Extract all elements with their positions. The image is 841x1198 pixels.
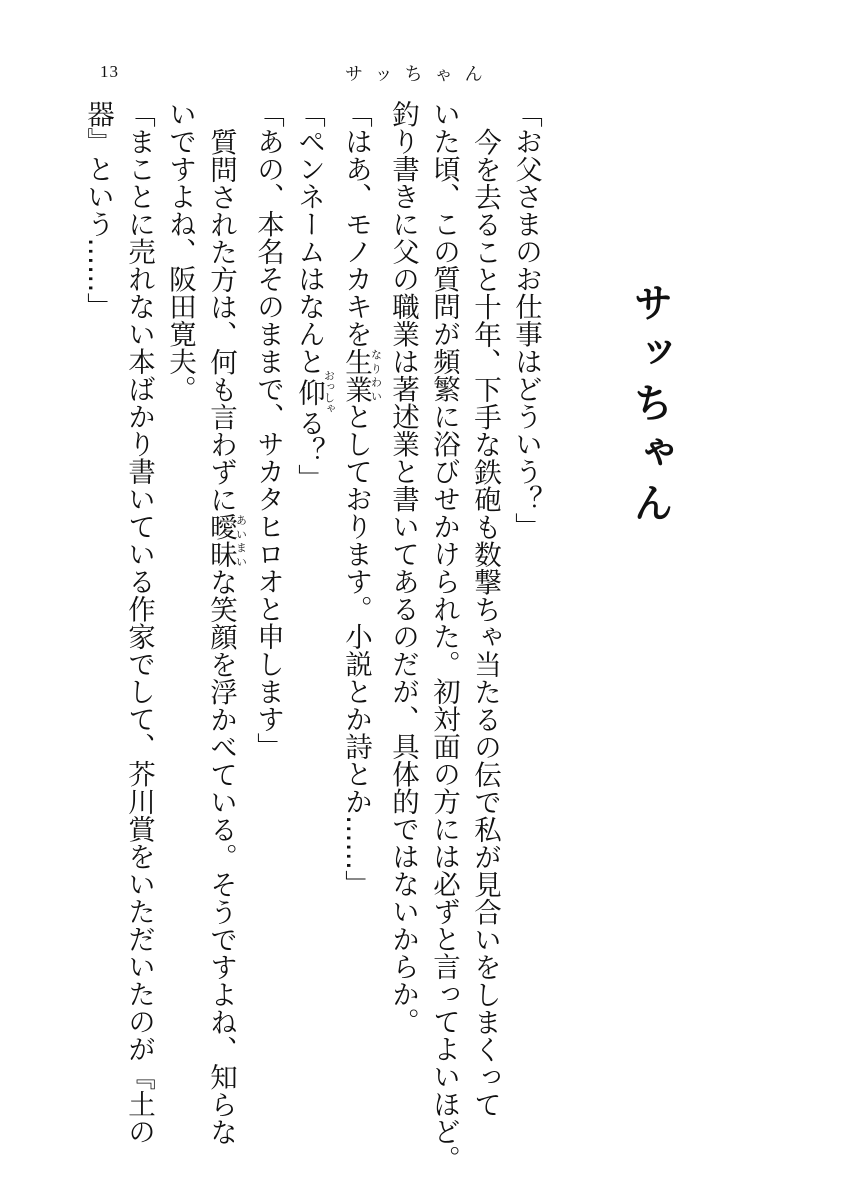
text-line-5-part-b: としております。小説とか詩とか……」 bbox=[340, 402, 372, 898]
ruby-nariwai bbox=[340, 347, 383, 403]
ruby-aimai-reading: あいまい bbox=[234, 512, 248, 568]
text-line-11: 器』という……」 bbox=[82, 100, 114, 320]
body-text bbox=[77, 100, 546, 1173]
page-number: 13 bbox=[100, 62, 119, 81]
text-line-9: いですよね、阪田寛夫。 bbox=[164, 100, 196, 403]
text-line-5 bbox=[335, 100, 382, 1110]
text-line-6-part-b: る？」 bbox=[293, 409, 325, 492]
ruby-ossha-base: 仰 bbox=[293, 370, 325, 414]
text-line-7: 「あの、本名そのままで、サカタヒロオと申します」 bbox=[252, 100, 284, 760]
text-line-6 bbox=[288, 100, 335, 1110]
ruby-ossha bbox=[293, 370, 336, 414]
text-line-1: 「お父さまのお仕事はどういう？」 bbox=[510, 100, 542, 540]
ruby-aimai bbox=[205, 512, 248, 568]
text-line-10: 「まことに売れない本ばかり書いている作家でして、芥川賞をいただいたのが『土の bbox=[123, 100, 155, 1145]
text-line-8-part-b: な笑顔を浮かべている。そうですよね、知らな bbox=[205, 567, 237, 1145]
ruby-nariwai-reading: なりわい bbox=[369, 347, 383, 403]
text-line-6-part-a: 「ペンネームはなんと bbox=[293, 100, 325, 375]
ruby-nariwai-base: 生業 bbox=[340, 347, 372, 403]
chapter-title: サッちゃん bbox=[627, 282, 673, 532]
text-line-5-part-a: 「はあ、モノカキを bbox=[340, 100, 372, 348]
ruby-aimai-base: 曖昧 bbox=[205, 512, 237, 568]
ruby-ossha-reading: おっしゃ bbox=[322, 370, 336, 414]
text-line-2: 今を去ること十年、下手な鉄砲も数撃ちゃ当たるの伝で私が見合いをしまくって bbox=[469, 127, 501, 1118]
text-line-8 bbox=[200, 100, 248, 1145]
text-line-4: 釣り書きに父の職業は著述業と書いてあるのだが、具体的ではないからか。 bbox=[387, 100, 419, 1035]
text-line-3: いた頃、この質問が頻繁に浴びせかけられた。初対面の方には必ずと言ってよいほど。 bbox=[428, 100, 460, 1173]
running-header: サッちゃん bbox=[345, 64, 495, 85]
text-line-8-part-a: 質問された方は、何も言わずに bbox=[205, 127, 237, 513]
